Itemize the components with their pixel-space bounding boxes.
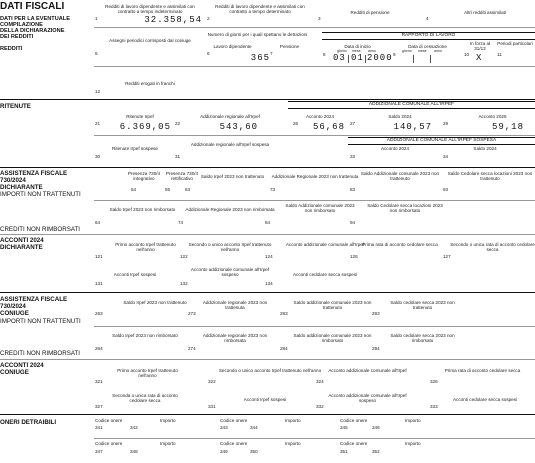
- oneri-codice-label-3: Codice onere: [340, 418, 368, 423]
- ritenute-heading: RITENUTE: [0, 103, 31, 110]
- days-header: Numero di giorni per i quali spettano le detrazioni: [207, 32, 308, 37]
- label-294: Saldo cedolare secca 2023 non rimborsato: [390, 333, 455, 343]
- field-num-293: 293: [372, 311, 380, 316]
- field-num-54: 54: [131, 187, 137, 192]
- field-num-294: 294: [372, 346, 380, 351]
- field-num-348: 348: [130, 449, 138, 454]
- field-num-331: 331: [208, 404, 216, 409]
- field-num-11: 11: [497, 52, 502, 57]
- label-29: Acconto 2025: [478, 114, 507, 119]
- label-34: Saldo 2024: [473, 146, 497, 151]
- label-274: Addizionale regionale 2023 non rimborsata: [202, 333, 268, 343]
- label-321: Primo acconto Irpef trattenuto nell'anno: [117, 368, 178, 378]
- af-con-heading-1: ASSISTENZA FISCALE: [0, 296, 68, 303]
- label-2: Redditi di lavoro dipendente e assimilati con contratto a tempo determinato: [215, 4, 305, 14]
- field-num-349: 349: [220, 449, 228, 454]
- field-num-326: 326: [430, 379, 438, 384]
- date8-month-hint: mese: [352, 49, 361, 53]
- field-num-345: 345: [340, 425, 348, 430]
- label-93: Saldo Cedolare secca locazioni 2023 non trattenuto: [447, 171, 533, 181]
- label-63: Saldo Irpef 2023 non trattenuto: [200, 174, 265, 179]
- field-num-283: 283: [280, 311, 288, 316]
- date9-year-hint: anno: [434, 49, 442, 53]
- page-title: DATI FISCALI: [0, 1, 65, 12]
- field-num-26: 26: [293, 121, 299, 126]
- field-num-10: 10: [464, 52, 470, 57]
- af-dich-heading-2: 730/2024: [0, 177, 26, 184]
- field-num-126: 126: [350, 254, 358, 259]
- field-num-3: 3: [318, 16, 321, 21]
- field-num-321: 321: [95, 379, 103, 384]
- rapporto-lavoro-header: RAPPORTO DI LAVORO: [322, 32, 535, 40]
- oneri-codice-label-5: Codice onere: [220, 441, 248, 446]
- field-num-274: 274: [188, 346, 196, 351]
- field-num-83: 83: [350, 187, 356, 192]
- date8-year-hint: anno: [368, 49, 376, 53]
- field-num-341: 341: [95, 425, 103, 430]
- oneri-importo-label-2: Importo: [285, 418, 301, 423]
- field-num-93: 93: [443, 187, 449, 192]
- field-num-84: 84: [265, 220, 271, 225]
- af-con-heading-2: 730/2024: [0, 303, 26, 310]
- field-num-9: 9: [393, 52, 396, 57]
- field-num-352: 352: [372, 449, 380, 454]
- field-num-8: 8: [323, 52, 326, 57]
- label-124: Acconto addizionale comunale all'Irpef: [285, 242, 365, 247]
- label-22: Addizionale regionale all'Irpef: [200, 114, 260, 119]
- acconti-dich-heading-2: DICHIARANTE: [0, 244, 43, 251]
- redditi-subtitle-4: DEI REDDITI: [0, 34, 34, 40]
- label-131: Acconti Irpef sospesi: [113, 272, 157, 277]
- field-num-351: 351: [340, 449, 348, 454]
- field-num-33: 33: [350, 154, 356, 159]
- field-num-74: 74: [178, 220, 184, 225]
- oneri-importo-label-4: Importo: [160, 441, 176, 446]
- label-122: Secondo o unico acconto Irpef trattenuto nell'anno: [188, 242, 272, 252]
- field-num-12: 12: [95, 89, 101, 94]
- oneri-codice-label-6: Codice onere: [340, 441, 368, 446]
- field-num-73: 73: [270, 187, 276, 192]
- acconti-con-heading-2: CONIUGE: [0, 369, 29, 376]
- label-126: Prima rata di acconto cedolare secca: [362, 242, 438, 247]
- label-263: Saldo Irpef 2023 non trattenuto: [123, 300, 187, 305]
- oneri-heading: ONERI DETRAIBILI: [0, 419, 57, 426]
- field-num-55: 55: [165, 187, 171, 192]
- oneri-codice-label-1: Codice onere: [95, 418, 123, 423]
- label-273: Addizionale regionale 2023 non trattenuta: [202, 300, 268, 310]
- field-num-350: 350: [250, 449, 258, 454]
- label-121: Primo acconto Irpef trattenuto nell'anno: [115, 242, 176, 252]
- label-8: Data di inizio: [344, 44, 371, 49]
- label-1: Redditi di lavoro dipendente e assimilati con contratto a tempo indeterminato: [105, 4, 195, 14]
- field-num-333: 333: [430, 404, 438, 409]
- label-55: Presenza 730/4 rettificativo: [165, 171, 199, 181]
- oneri-codice-label-2: Codice onere: [220, 418, 248, 423]
- field-num-127: 127: [443, 254, 451, 259]
- label-11: Periodi particolari: [497, 41, 533, 46]
- field-1-value[interactable]: 32.358,54: [144, 15, 202, 25]
- redditi-subtitle-1: DATI PER LA EVENTUALE: [0, 16, 70, 22]
- af-dich-heading-3: DICHIARANTE: [0, 184, 43, 191]
- label-6: Lavoro dipendente: [213, 44, 252, 49]
- field-num-343: 343: [220, 425, 228, 430]
- field-26-value[interactable]: 56,68: [312, 122, 345, 132]
- oneri-importo-label-1: Importo: [160, 418, 176, 423]
- field-num-31: 31: [175, 154, 181, 159]
- field-num-327: 327: [95, 404, 103, 409]
- label-4: Altri redditi assimilati: [464, 10, 506, 15]
- label-324: Acconto addizionale comunale all'Irpef: [328, 368, 407, 373]
- label-333: Acconti cedolare secca sospesi: [452, 397, 518, 402]
- field-num-121: 121: [95, 254, 103, 259]
- field-num-34: 34: [443, 154, 449, 159]
- label-54: Presenza 730/4 integrativo: [127, 171, 161, 181]
- field-29-value[interactable]: 59,18: [491, 122, 524, 132]
- redditi-heading: REDDITI: [0, 46, 23, 52]
- label-31: Addizionale regionale all'Irpef sospesa: [190, 142, 270, 147]
- oneri-codice-label-4: Codice onere: [95, 441, 123, 446]
- label-33: Acconto 2024: [380, 146, 410, 151]
- field-num-63: 63: [185, 187, 191, 192]
- addizionale-comunale-header: ADDIZIONALE COMUNALE ALL'IRPEF: [288, 101, 535, 109]
- label-10: In forza al 31/12: [469, 41, 491, 51]
- af-dich-importi: IMPORTI NON TRATTENUTI: [0, 191, 81, 198]
- label-283: Saldo addizionale comunale 2023 non trattenuto: [293, 300, 372, 310]
- redditi-subtitle-3: DELLA DICHIARAZIONE: [0, 28, 65, 34]
- field-num-7: 7: [270, 51, 273, 56]
- label-84: Saldo Addizionale comunale 2023 non rimborsato: [285, 203, 355, 213]
- field-num-284: 284: [280, 346, 288, 351]
- label-21: Ritenute Irpef: [126, 114, 154, 119]
- field-num-347: 347: [95, 449, 103, 454]
- af-con-crediti: CREDITI NON RIMBORSATI: [0, 350, 80, 357]
- label-322: Secondo o unico acconto Irpef trattenuto nell'anno: [218, 368, 322, 373]
- af-con-heading-3: CONIUGE: [0, 310, 29, 317]
- label-132: Acconto addizionale comunale all'Irpef sospeso: [190, 267, 270, 277]
- field-num-134: 134: [265, 281, 273, 286]
- date8-month[interactable]: 01: [351, 53, 364, 63]
- oneri-importo-label-6: Importo: [405, 441, 421, 446]
- label-284: Saldo addizionale comunale 2023 non rimborsato: [293, 333, 372, 343]
- label-64: Saldo Irpef 2023 non rimborsato: [109, 207, 176, 212]
- field-num-131: 131: [95, 281, 103, 286]
- label-127: Secondo o unica rata di acconto cedolare secca: [450, 242, 535, 252]
- af-con-importi: IMPORTI NON TRATTENUTI: [0, 318, 81, 325]
- field-num-64: 64: [95, 220, 101, 225]
- field-num-6: 6: [207, 51, 210, 56]
- label-27: Saldo 2024: [388, 114, 412, 119]
- field-6-value[interactable]: 365: [250, 53, 270, 63]
- field-num-5: 5: [95, 51, 98, 56]
- label-332: Acconto addizionale comunale all'Irpef sospeso: [328, 393, 407, 403]
- date8-day[interactable]: 03: [333, 53, 346, 63]
- label-83: Saldo Addizionale comunale 2023 non trattenuto: [360, 171, 440, 181]
- field-22-value[interactable]: 543,60: [219, 122, 258, 132]
- label-326: Prima rata di acconto cedolare secca: [444, 368, 521, 373]
- field-num-324: 324: [316, 379, 324, 384]
- acconti-con-heading-1: ACCONTI 2024: [0, 362, 44, 369]
- label-26: Acconto 2024: [305, 114, 335, 119]
- label-327: Seconda o unica rata di acconto cedolare secca: [112, 393, 178, 403]
- label-264: Saldo Irpef 2023 non rimborsato: [112, 333, 178, 338]
- label-5: Assegni periodici corrisposti dal coniuge: [109, 38, 191, 43]
- date9-month-hint: mese: [418, 49, 427, 53]
- label-7: Pensione: [279, 44, 300, 49]
- field-num-124: 124: [265, 254, 273, 259]
- label-12: Redditi erogati in franchi: [125, 81, 175, 86]
- label-293: Saldo cedolare secca 2023 non trattenuto: [390, 300, 455, 310]
- oneri-importo-label-3: Importo: [405, 418, 421, 423]
- field-num-344: 344: [250, 425, 258, 430]
- field-num-22: 22: [175, 121, 181, 126]
- field-num-94: 94: [350, 220, 356, 225]
- addizionale-sospesa-header: ADDIZIONALE COMUNALE ALL'IRPEF SOSPESA: [348, 137, 535, 145]
- field-num-264: 264: [95, 346, 103, 351]
- field-num-346: 346: [372, 425, 380, 430]
- field-num-273: 273: [188, 311, 196, 316]
- label-30: Ritenute Irpef sospese: [112, 146, 158, 151]
- label-331: Acconti Irpef sospesi: [243, 397, 287, 402]
- label-94: Saldo Cedolare secca locazioni 2023 non rimborsato: [367, 203, 443, 213]
- field-21-value[interactable]: 6.369,05: [119, 122, 171, 132]
- field-num-21: 21: [95, 121, 101, 126]
- date9-day-hint: giorno: [402, 49, 412, 53]
- date8-year[interactable]: 2000: [367, 53, 393, 63]
- field-10-value[interactable]: X: [476, 53, 483, 63]
- field-num-2: 2: [207, 16, 210, 21]
- field-num-30: 30: [95, 154, 101, 159]
- label-134: Acconti cedolare secca sospesi: [292, 272, 358, 277]
- label-74: Addizionale Regionale 2023 non rimborsata: [185, 207, 275, 212]
- field-num-4: 4: [426, 16, 429, 21]
- field-num-342: 342: [130, 425, 138, 430]
- label-3: Redditi di pensione: [350, 10, 390, 15]
- af-dich-heading-1: ASSISTENZA FISCALE: [0, 170, 68, 177]
- field-27-value[interactable]: 140,57: [393, 122, 432, 132]
- field-num-132: 132: [180, 281, 188, 286]
- field-num-29: 29: [443, 121, 449, 126]
- af-dich-crediti: CREDITI NON RIMBORSATI: [0, 226, 80, 233]
- label-73: Addizionale Regionale 2023 non trattenuta: [271, 174, 359, 179]
- label-9: Data di cessazione: [408, 44, 447, 49]
- field-num-122: 122: [180, 254, 188, 259]
- acconti-dich-heading-1: ACCONTI 2024: [0, 237, 44, 244]
- redditi-subtitle-2: COMPILAZIONE: [0, 22, 43, 28]
- field-num-332: 332: [316, 404, 324, 409]
- field-num-263: 263: [95, 311, 103, 316]
- field-num-322: 322: [208, 379, 216, 384]
- field-num-27: 27: [350, 121, 356, 126]
- field-num-1: 1: [95, 16, 98, 21]
- date8-day-hint: giorno: [337, 49, 347, 53]
- oneri-importo-label-5: Importo: [285, 441, 301, 446]
